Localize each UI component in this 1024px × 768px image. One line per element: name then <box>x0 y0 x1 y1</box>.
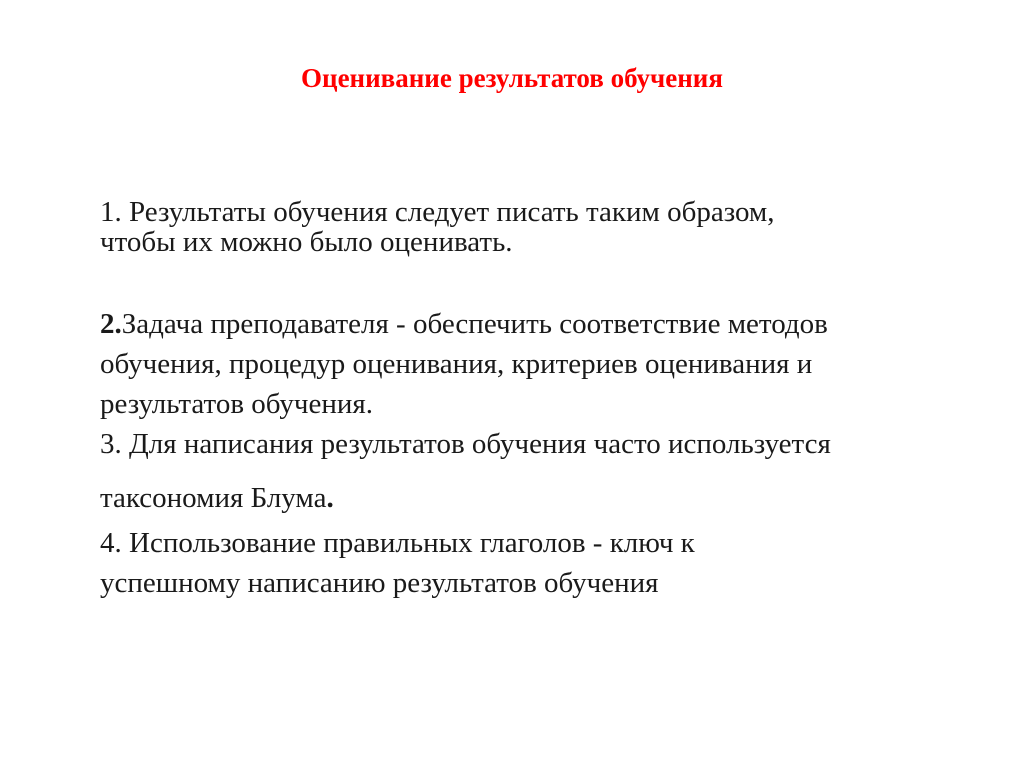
item-2-line-2: обучения, процедур оценивания, критериев оценивания и <box>100 348 813 380</box>
item-2-line-1 <box>100 304 828 344</box>
item-4-text-line-1: Использование правильных глаголов - ключ к <box>129 527 695 559</box>
item-3-text-line-1: Для написания результатов обучения часто используется <box>129 428 831 460</box>
item-4-line-1 <box>100 523 695 563</box>
item-3-line-1 <box>100 424 831 464</box>
item-4-number: 4. <box>100 527 122 559</box>
item-4-line-2: успешному написанию результатов обучения <box>100 567 659 599</box>
item-3-trailing: . <box>326 482 334 514</box>
item-1-line-2-bound: чтобы их можно было оценивать. <box>100 226 513 258</box>
item-1-number: 1. <box>100 196 122 228</box>
item-2-number: 2. <box>100 308 122 340</box>
item-2-line-3: результатов обучения. <box>100 388 374 420</box>
item-3-number: 3. <box>100 428 122 460</box>
item-3-line-2 <box>100 478 334 518</box>
item-2-text-line-1: Задача преподавателя - обеспечить соответствие методов <box>121 308 828 340</box>
slide-title: Оценивание результатов обучения <box>301 63 723 93</box>
item-1-text-line-1: Результаты обучения следует писать таким образом, <box>129 196 775 228</box>
item-3-text-line-2: таксономия Блума <box>100 482 327 514</box>
